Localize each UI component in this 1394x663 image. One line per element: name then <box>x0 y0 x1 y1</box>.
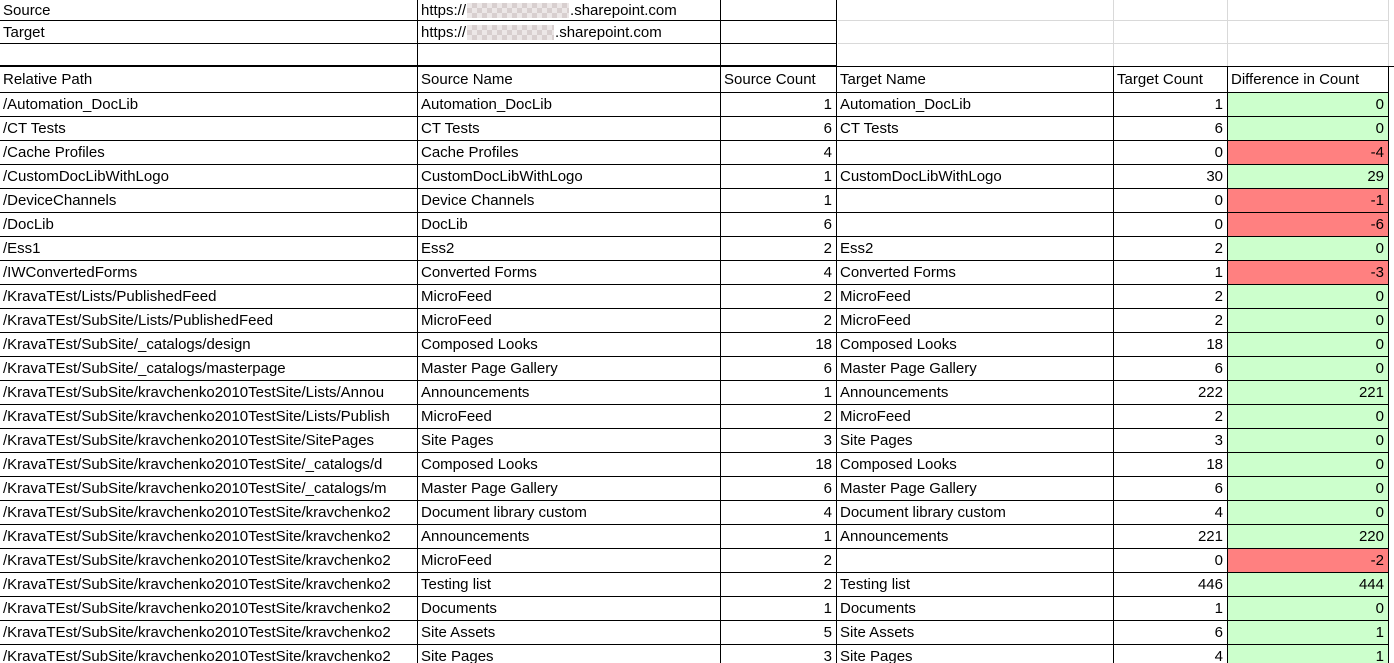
cell-source-name[interactable]: Site Assets <box>418 621 721 645</box>
cell-target-count[interactable]: 1 <box>1114 261 1228 285</box>
cell-source-name[interactable]: Announcements <box>418 525 721 549</box>
cell-difference[interactable]: 0 <box>1228 453 1389 477</box>
cell-relative-path[interactable]: /KravaTEst/SubSite/kravchenko2010TestSite/kravchenko2 <box>0 549 418 573</box>
cell-relative-path[interactable]: /Automation_DocLib <box>0 93 418 117</box>
header-target-count[interactable]: Target Count <box>1114 67 1228 93</box>
cell-difference[interactable]: 1 <box>1228 621 1389 645</box>
cell-source-count[interactable]: 1 <box>721 189 837 213</box>
cell-source-count[interactable]: 1 <box>721 525 837 549</box>
cell-source-name[interactable]: Automation_DocLib <box>418 93 721 117</box>
cell-target-name[interactable]: CT Tests <box>837 117 1114 141</box>
table-row <box>0 333 1394 357</box>
cell-target-name[interactable] <box>837 549 1114 573</box>
cell-source-name[interactable]: CustomDocLibWithLogo <box>418 165 721 189</box>
cell-target-count[interactable]: 3 <box>1114 429 1228 453</box>
empty-cell[interactable] <box>721 21 837 44</box>
cell-source-name[interactable]: Documents <box>418 597 721 621</box>
table-row <box>0 525 1394 549</box>
cell-source-name[interactable]: MicroFeed <box>418 309 721 333</box>
redacted-text-block <box>467 25 554 40</box>
header-difference-in-count[interactable]: Difference in Count <box>1228 67 1389 93</box>
table-body <box>0 93 1394 663</box>
cell-target-count[interactable]: 6 <box>1114 477 1228 501</box>
table-row <box>0 453 1394 477</box>
cell-difference[interactable]: -4 <box>1228 141 1389 165</box>
table-row <box>0 477 1394 501</box>
cell-difference[interactable]: 0 <box>1228 309 1389 333</box>
cell-source-count[interactable]: 2 <box>721 309 837 333</box>
cell-relative-path[interactable]: /KravaTEst/SubSite/kravchenko2010TestSite/kravchenko2 <box>0 621 418 645</box>
empty-cell[interactable] <box>0 44 418 66</box>
cell-target-count[interactable]: 0 <box>1114 549 1228 573</box>
cell-relative-path[interactable]: /KravaTEst/SubSite/kravchenko2010TestSite/kravchenko2 <box>0 573 418 597</box>
table-row <box>0 261 1394 285</box>
table-row <box>0 93 1394 117</box>
table-row <box>0 429 1394 453</box>
cell-target-count[interactable]: 1 <box>1114 93 1228 117</box>
cell-source-name[interactable]: Announcements <box>418 381 721 405</box>
cell-source-count[interactable]: 4 <box>721 501 837 525</box>
cell-source-count[interactable]: 6 <box>721 357 837 381</box>
cell-target-name[interactable]: Ess2 <box>837 237 1114 261</box>
cell-target-count[interactable]: 6 <box>1114 621 1228 645</box>
header-source-name[interactable]: Source Name <box>418 67 721 93</box>
cell-target-name[interactable] <box>837 213 1114 237</box>
empty-cell[interactable] <box>721 44 837 66</box>
info-row-target <box>0 21 1394 44</box>
cell-relative-path[interactable]: /IWConvertedForms <box>0 261 418 285</box>
gridline <box>1227 0 1228 66</box>
cell-target-name[interactable]: MicroFeed <box>837 309 1114 333</box>
cell-source-name[interactable]: Site Pages <box>418 429 721 453</box>
cell-source-name[interactable]: Converted Forms <box>418 261 721 285</box>
cell-source-name[interactable]: Document library custom <box>418 501 721 525</box>
cell-target-name[interactable]: Composed Looks <box>837 333 1114 357</box>
gridline <box>838 43 1389 44</box>
gridline <box>1388 0 1389 66</box>
cell-source-count[interactable]: 3 <box>721 645 837 663</box>
cell-relative-path[interactable]: /KravaTEst/SubSite/kravchenko2010TestSite/kravchenko2 <box>0 501 418 525</box>
header-relative-path[interactable]: Relative Path <box>0 67 418 93</box>
cell-target-name[interactable]: Master Page Gallery <box>837 477 1114 501</box>
cell-target-count[interactable]: 2 <box>1114 237 1228 261</box>
cell-difference[interactable]: 0 <box>1228 237 1389 261</box>
cell-target-count[interactable]: 6 <box>1114 117 1228 141</box>
table-row <box>0 381 1394 405</box>
cell-target-count[interactable]: 221 <box>1114 525 1228 549</box>
cell-source-count[interactable]: 2 <box>721 549 837 573</box>
cell-source-count[interactable]: 6 <box>721 477 837 501</box>
cell-relative-path[interactable]: /KravaTEst/SubSite/_catalogs/design <box>0 333 418 357</box>
info-row-empty <box>0 44 1394 66</box>
cell-source-name[interactable]: Testing list <box>418 573 721 597</box>
cell-difference[interactable]: 29 <box>1228 165 1389 189</box>
cell-target-count[interactable]: 6 <box>1114 357 1228 381</box>
source-url-prefix: https:// <box>421 1 467 19</box>
cell-source-count[interactable]: 2 <box>721 405 837 429</box>
cell-relative-path[interactable]: /KravaTEst/SubSite/Lists/PublishedFeed <box>0 309 418 333</box>
cell-relative-path[interactable]: /KravaTEst/SubSite/kravchenko2010TestSite/Lists/Publish <box>0 405 418 429</box>
table-row <box>0 285 1394 309</box>
cell-target-name[interactable]: Announcements <box>837 525 1114 549</box>
cell-difference[interactable]: -1 <box>1228 189 1389 213</box>
cell-target-count[interactable]: 2 <box>1114 405 1228 429</box>
cell-relative-path[interactable]: /CT Tests <box>0 117 418 141</box>
cell-difference[interactable]: -6 <box>1228 213 1389 237</box>
table-row <box>0 141 1394 165</box>
cell-source-name[interactable]: MicroFeed <box>418 285 721 309</box>
table-row <box>0 549 1394 573</box>
cell-difference[interactable]: 221 <box>1228 381 1389 405</box>
cell-relative-path[interactable]: /KravaTEst/SubSite/kravchenko2010TestSite/Lists/Annou <box>0 381 418 405</box>
cell-difference[interactable]: 0 <box>1228 357 1389 381</box>
cell-difference[interactable]: 0 <box>1228 333 1389 357</box>
cell-difference[interactable]: 444 <box>1228 573 1389 597</box>
cell-source-count[interactable]: 3 <box>721 429 837 453</box>
cell-target-count[interactable]: 0 <box>1114 141 1228 165</box>
cell-source-count[interactable]: 2 <box>721 237 837 261</box>
cell-source-name[interactable]: Ess2 <box>418 237 721 261</box>
cell-target-name[interactable]: Site Assets <box>837 621 1114 645</box>
cell-difference[interactable]: 0 <box>1228 285 1389 309</box>
cell-target-count[interactable]: 18 <box>1114 453 1228 477</box>
cell-target-count[interactable]: 0 <box>1114 189 1228 213</box>
cell-target-name[interactable]: MicroFeed <box>837 405 1114 429</box>
cell-relative-path[interactable]: /KravaTEst/SubSite/kravchenko2010TestSite/_catalogs/m <box>0 477 418 501</box>
cell-source-count[interactable]: 6 <box>721 117 837 141</box>
empty-cell[interactable] <box>418 44 721 66</box>
cell-source-count[interactable]: 1 <box>721 165 837 189</box>
cell-target-name[interactable]: Document library custom <box>837 501 1114 525</box>
table-row <box>0 501 1394 525</box>
cell-relative-path[interactable]: /KravaTEst/SubSite/kravchenko2010TestSite/_catalogs/d <box>0 453 418 477</box>
cell-relative-path[interactable]: /Cache Profiles <box>0 141 418 165</box>
cell-difference[interactable]: 0 <box>1228 501 1389 525</box>
cell-difference[interactable]: 0 <box>1228 429 1389 453</box>
cell-relative-path[interactable]: /KravaTEst/SubSite/kravchenko2010TestSite/kravchenko2 <box>0 597 418 621</box>
table-row <box>0 237 1394 261</box>
cell-source-name[interactable]: Cache Profiles <box>418 141 721 165</box>
cell-source-count[interactable]: 1 <box>721 93 837 117</box>
cell-relative-path[interactable]: /DeviceChannels <box>0 189 418 213</box>
target-url-prefix: https:// <box>421 23 467 41</box>
cell-source-count[interactable]: 6 <box>721 213 837 237</box>
cell-relative-path[interactable]: /Ess1 <box>0 237 418 261</box>
cell-target-name[interactable]: Documents <box>837 597 1114 621</box>
cell-target-name[interactable]: Site Pages <box>837 429 1114 453</box>
table-row <box>0 645 1394 663</box>
cell-source-name[interactable]: CT Tests <box>418 117 721 141</box>
cell-source-name[interactable]: DocLib <box>418 213 721 237</box>
cell-relative-path[interactable]: /KravaTEst/Lists/PublishedFeed <box>0 285 418 309</box>
info-row-source <box>0 0 1394 21</box>
table-row <box>0 117 1394 141</box>
gridline <box>838 20 1389 21</box>
cell-relative-path[interactable]: /DocLib <box>0 213 418 237</box>
cell-source-count[interactable]: 2 <box>721 573 837 597</box>
table-row <box>0 405 1394 429</box>
cell-difference[interactable]: -3 <box>1228 261 1389 285</box>
target-url-cell[interactable] <box>418 21 721 44</box>
cell-source-name[interactable]: Master Page Gallery <box>418 357 721 381</box>
table-row <box>0 213 1394 237</box>
cell-target-name[interactable] <box>837 189 1114 213</box>
cell-source-count[interactable]: 18 <box>721 333 837 357</box>
cell-target-name[interactable]: CustomDocLibWithLogo <box>837 165 1114 189</box>
cell-source-count[interactable]: 4 <box>721 141 837 165</box>
cell-source-name[interactable]: Site Pages <box>418 645 721 663</box>
cell-difference[interactable]: 1 <box>1228 645 1389 663</box>
gridline <box>1113 0 1114 66</box>
cell-target-name[interactable]: Master Page Gallery <box>837 357 1114 381</box>
cell-target-count[interactable]: 18 <box>1114 333 1228 357</box>
header-source-count[interactable]: Source Count <box>721 67 837 93</box>
cell-target-name[interactable]: Site Pages <box>837 645 1114 663</box>
table-row <box>0 621 1394 645</box>
cell-target-count[interactable]: 30 <box>1114 165 1228 189</box>
cell-source-count[interactable]: 1 <box>721 381 837 405</box>
cell-target-count[interactable]: 2 <box>1114 285 1228 309</box>
cell-target-count[interactable]: 0 <box>1114 213 1228 237</box>
empty-cell[interactable] <box>721 0 837 21</box>
cell-relative-path[interactable]: /KravaTEst/SubSite/kravchenko2010TestSite/kravchenko2 <box>0 645 418 663</box>
cell-relative-path[interactable]: /KravaTEst/SubSite/kravchenko2010TestSite/SitePages <box>0 429 418 453</box>
cell-difference[interactable]: 0 <box>1228 117 1389 141</box>
cell-target-count[interactable]: 222 <box>1114 381 1228 405</box>
source-label-cell[interactable]: Source <box>0 0 418 21</box>
cell-source-name[interactable]: Master Page Gallery <box>418 477 721 501</box>
table-row <box>0 309 1394 333</box>
table-header-row <box>0 66 1394 93</box>
cell-relative-path[interactable]: /KravaTEst/SubSite/_catalogs/masterpage <box>0 357 418 381</box>
cell-target-count[interactable]: 4 <box>1114 501 1228 525</box>
cell-target-name[interactable]: Announcements <box>837 381 1114 405</box>
cell-target-name[interactable]: Automation_DocLib <box>837 93 1114 117</box>
cell-target-name[interactable]: MicroFeed <box>837 285 1114 309</box>
redacted-text-block <box>467 3 569 18</box>
cell-source-name[interactable]: Device Channels <box>418 189 721 213</box>
cell-source-count[interactable]: 18 <box>721 453 837 477</box>
cell-relative-path[interactable]: /KravaTEst/SubSite/kravchenko2010TestSite/kravchenko2 <box>0 525 418 549</box>
cell-target-count[interactable]: 1 <box>1114 597 1228 621</box>
table-row <box>0 573 1394 597</box>
cell-difference[interactable]: 220 <box>1228 525 1389 549</box>
source-url-cell[interactable] <box>418 0 721 21</box>
cell-source-count[interactable]: 2 <box>721 285 837 309</box>
cell-source-count[interactable]: 4 <box>721 261 837 285</box>
cell-target-count[interactable]: 2 <box>1114 309 1228 333</box>
cell-difference[interactable]: 0 <box>1228 597 1389 621</box>
cell-difference[interactable]: 0 <box>1228 405 1389 429</box>
cell-target-name[interactable]: Composed Looks <box>837 453 1114 477</box>
cell-difference[interactable]: 0 <box>1228 93 1389 117</box>
cell-source-name[interactable]: Composed Looks <box>418 333 721 357</box>
cell-source-count[interactable]: 1 <box>721 597 837 621</box>
cell-target-count[interactable]: 446 <box>1114 573 1228 597</box>
cell-source-name[interactable]: Composed Looks <box>418 453 721 477</box>
table-row <box>0 597 1394 621</box>
cell-source-name[interactable]: MicroFeed <box>418 549 721 573</box>
cell-difference[interactable]: 0 <box>1228 477 1389 501</box>
cell-target-name[interactable]: Testing list <box>837 573 1114 597</box>
table-row <box>0 189 1394 213</box>
header-target-name[interactable]: Target Name <box>837 67 1114 93</box>
cell-target-name[interactable] <box>837 141 1114 165</box>
target-label-cell[interactable]: Target <box>0 21 418 44</box>
target-url-suffix: .sharepoint.com <box>555 23 662 41</box>
cell-difference[interactable]: -2 <box>1228 549 1389 573</box>
table-row <box>0 357 1394 381</box>
cell-relative-path[interactable]: /CustomDocLibWithLogo <box>0 165 418 189</box>
cell-source-name[interactable]: MicroFeed <box>418 405 721 429</box>
cell-target-count[interactable]: 4 <box>1114 645 1228 663</box>
table-row <box>0 165 1394 189</box>
cell-source-count[interactable]: 5 <box>721 621 837 645</box>
source-url-suffix: .sharepoint.com <box>570 1 677 19</box>
cell-target-name[interactable]: Converted Forms <box>837 261 1114 285</box>
